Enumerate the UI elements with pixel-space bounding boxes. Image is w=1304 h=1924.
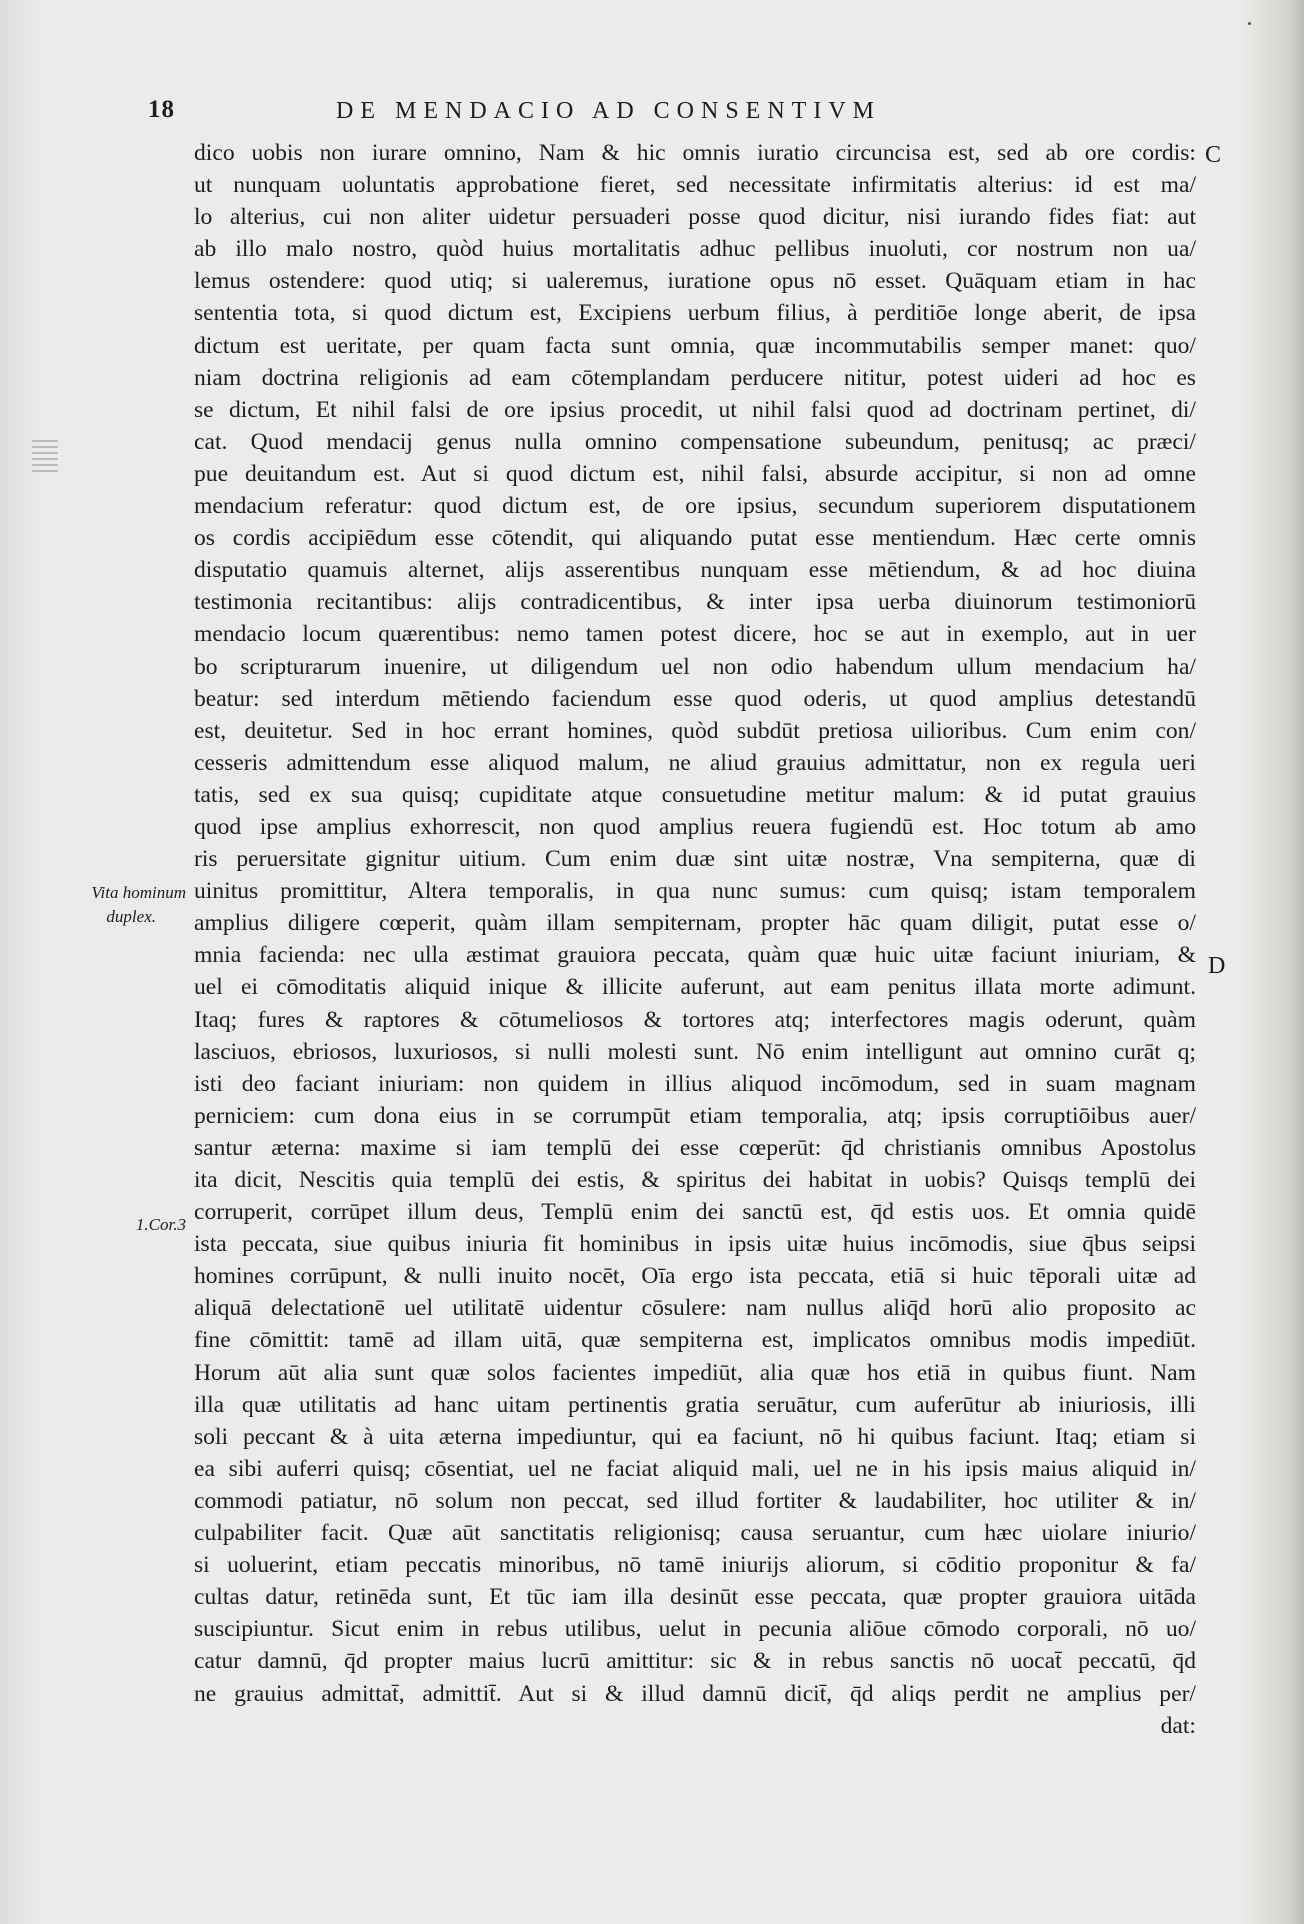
margin-smudge <box>32 440 58 472</box>
margin-note-vita <box>58 881 186 929</box>
text-line: Itaq; fures & raptores & cōtumeliosos & tortores atq; interfectores magis oderunt, quàm <box>194 1006 1196 1033</box>
text-line: aliquā delectationē uel utilitatē uidentur cōsulere: nam nullus aliq̄d horū alio proposito ac <box>194 1295 1196 1322</box>
body-text <box>194 137 1196 1742</box>
text-line: est, deuitetur. Sed in hoc errant homines, quòd subdūt pretiosa uilioribus. Cum enim con/ <box>194 717 1196 744</box>
text-line: ea sibi auferri quisq; cōsentiat, uel ne faciat aliquid mali, uel ne in his ipsis maius aliquid in/ <box>194 1455 1196 1482</box>
text-line: mendacium referatur: quod dictum est, de ore ipsius, secundum superiorem disputationem <box>194 493 1196 520</box>
edge-mark <box>1248 22 1251 25</box>
text-line: se dictum, Et nihil falsi de ore ipsius procedit, ut nihil falsi quod ad doctrinam pertinet, di/ <box>194 396 1196 423</box>
text-line: Horum aūt alia sunt quæ solos facientes impediūt, alia quæ hos etiā in quibus fiunt. Nam <box>194 1359 1196 1386</box>
text-line: homines corrūpunt, & nulli inuito nocēt, Oīa ergo ista peccata, etiā si huic tēporali uitæ ad <box>194 1263 1196 1290</box>
text-line: dico uobis non iurare omnino, Nam & hic omnis iuratio circuncisa est, sed ab ore cordis: <box>194 140 1196 166</box>
text-line: tatis, sed ex sua quisq; cupiditate atque consuetudine metitur malum: & id putat grauius <box>194 781 1196 808</box>
section-letter-c: C <box>1205 142 1222 168</box>
text-line: uinitus promittitur, Altera temporalis, in qua nunc sumus: cum quisq; istam temporalem <box>194 878 1196 905</box>
text-line: ita dicit, Nescitis quia templū dei estis, & spiritus dei habitat in uobis? Quisqs templū dei <box>194 1167 1196 1193</box>
folio-number: 18 <box>148 96 175 123</box>
text-line: isti deo faciant iniuriam: non quidem in illius aliquod incōmodum, sed in suam magnam <box>194 1070 1196 1097</box>
text-line: lasciuos, ebriosos, luxuriosos, si nulli molesti sunt. Nō enim intelligunt aut omnino curāt q; <box>194 1038 1196 1065</box>
page-header <box>140 96 1040 130</box>
text-line: soli peccant & à uita æterna impediuntur, qui ea faciunt, nō hi quibus faciunt. Itaq; etiam si <box>194 1423 1196 1450</box>
text-line: suscipiuntur. Sicut enim in rebus utilibus, uelut in pecunia aliōue cōmodo corporali, nō uo/ <box>194 1616 1196 1643</box>
text-line: santur æterna: maxime si iam templū dei esse cœperūt: q̄d christianis omnibus Apostolus <box>194 1134 1196 1161</box>
text-line: mendacio locum quærentibus: nemo tamen potest dicere, hoc se aut in exemplo, aut in uer <box>194 621 1196 648</box>
text-line: dictum est ueritate, per quam facta sunt omnia, quæ incommutabilis semper manet: quo/ <box>194 332 1196 359</box>
text-line: os cordis accipiēdum esse cōtendit, qui aliquando putat esse mentiendum. Hæc certe omnis <box>194 525 1196 552</box>
text-line: corruperit, corrūpet illum deus, Templū enim dei sanctū est, q̄d estis uos. Et omnia quidē <box>194 1199 1196 1226</box>
text-line: ne grauius admittat̄, admittit̄. Aut si & illud damnū dicit̄, q̄d aliqs perdit ne amplius per/ <box>194 1680 1196 1707</box>
margin-note-cor: 1.Cor.3 <box>135 1215 186 1234</box>
text-line: lo alterius, cui non aliter uidetur persuaderi posse quod dicitur, nisi iurando fides fiat: aut <box>194 204 1196 231</box>
text-line: testimonia recitantibus: alijs contradicentibus, & inter ipsa uerba diuinorum testimoniorū <box>194 589 1196 616</box>
text-line: uel ei cōmoditatis aliquid inique & illicite auferunt, aut eam penitus illata morte adimunt. <box>194 974 1196 1001</box>
margin-note-line: Vita hominum <box>91 883 186 902</box>
text-line-catchword: dat: <box>1160 1712 1196 1739</box>
text-line: ut nunquam uoluntatis approbatione fieret, sed necessitate infirmitatis alterius: id est ma/ <box>194 172 1196 199</box>
text-line: disputatio quamuis alternet, alijs asserentibus nunquam esse mētiendum, & ad hoc diuina <box>194 557 1196 584</box>
text-line: cultas datur, retinēda sunt, Et tūc iam illa desinūt esse peccata, quæ propter grauiora uitāda <box>194 1584 1196 1611</box>
text-line: bo scripturarum inuenire, ut diligendum uel non odio habendum ullum mendacium ha/ <box>194 653 1196 680</box>
text-line: perniciem: cum dona eius in se corrumpūt etiam temporalia, atq; ipsis corruptiōibus auer/ <box>194 1102 1196 1129</box>
text-line: ista peccata, siue quibus iniuria fit hominibus in ipsis uitæ huius incōmodis, siue q̄bus seipsi <box>194 1231 1196 1258</box>
text-line: commodi patiatur, nō solum non peccat, sed illud fortiter & laudabiliter, hoc utiliter & in/ <box>194 1487 1196 1514</box>
text-line: fine cōmittit: tamē ad illam uitā, quæ sempiterna est, implicatos omnibus modis impediūt. <box>194 1327 1196 1354</box>
text-line: culpabiliter facit. Quæ aūt sanctitatis religionisq; causa seruantur, cum hæc uiolare iniurio/ <box>194 1520 1196 1547</box>
margin-note-line: duplex. <box>106 907 156 926</box>
text-line: si uoluerint, etiam peccatis minoribus, nō tamē iniurijs aliorum, si cōditio proponitur & fa/ <box>194 1552 1196 1579</box>
text-line: mnia facienda: nec ulla æstimat grauiora peccata, quàm quæ huic uitæ faciunt iniuriam, & <box>194 942 1196 969</box>
text-line: cesseris admittendum esse aliquod malum, ne aliud grauius admittatur, non ex regula ueri <box>194 749 1196 776</box>
section-letter-d: D <box>1208 953 1226 979</box>
text-line: lemus ostendere: quod utiq; si ualeremus, iuratione opus nō esset. Quāquam etiam in hac <box>194 268 1196 295</box>
text-line: ab illo malo nostro, quòd huius mortalitatis adhuc pellibus inuoluti, cor nostrum non ua/ <box>194 236 1196 263</box>
text-line: beatur: sed interdum mētiendo faciendum esse quod oderis, ut quod amplius detestandū <box>194 685 1196 712</box>
text-line: sententia tota, si quod dictum est, Excipiens uerbum filius, à perditiōe longe aberit, de ipsa <box>194 300 1196 327</box>
text-line: niam doctrina religionis ad eam cōtemplandam perducere nititur, potest uideri ad hoc es <box>194 364 1196 391</box>
text-line: pue deuitandum est. Aut si quod dictum est, nihil falsi, absurde accipitur, si non ad omne <box>194 460 1196 487</box>
text-line: cat. Quod mendacij genus nulla omnino compensatione subeundum, penitusq; ac præci/ <box>194 428 1196 455</box>
running-title: DE MENDACIO AD CONSENTIVM <box>336 98 881 124</box>
text-line: amplius diligere cœperit, quàm illam sempiternam, propter hāc quam diligit, putat esse o/ <box>194 910 1196 937</box>
text-line: catur damnū, q̄d propter maius lucrū amittitur: sic & in rebus sanctis nō uocat̄ peccatū, q̄d <box>194 1648 1196 1675</box>
text-line: ris peruersitate gignitur uitium. Cum enim duæ sint uitæ nostræ, Vna sempiterna, quæ di <box>194 846 1196 873</box>
text-line: quod ipse amplius exhorrescit, non quod amplius reuera fugiendū est. Hoc totum ab amo <box>194 813 1196 840</box>
text-line: illa quæ utilitatis ad hanc uitam pertinentis gratia seruātur, cum auferūtur ab iniuriosis, illi <box>194 1391 1196 1418</box>
